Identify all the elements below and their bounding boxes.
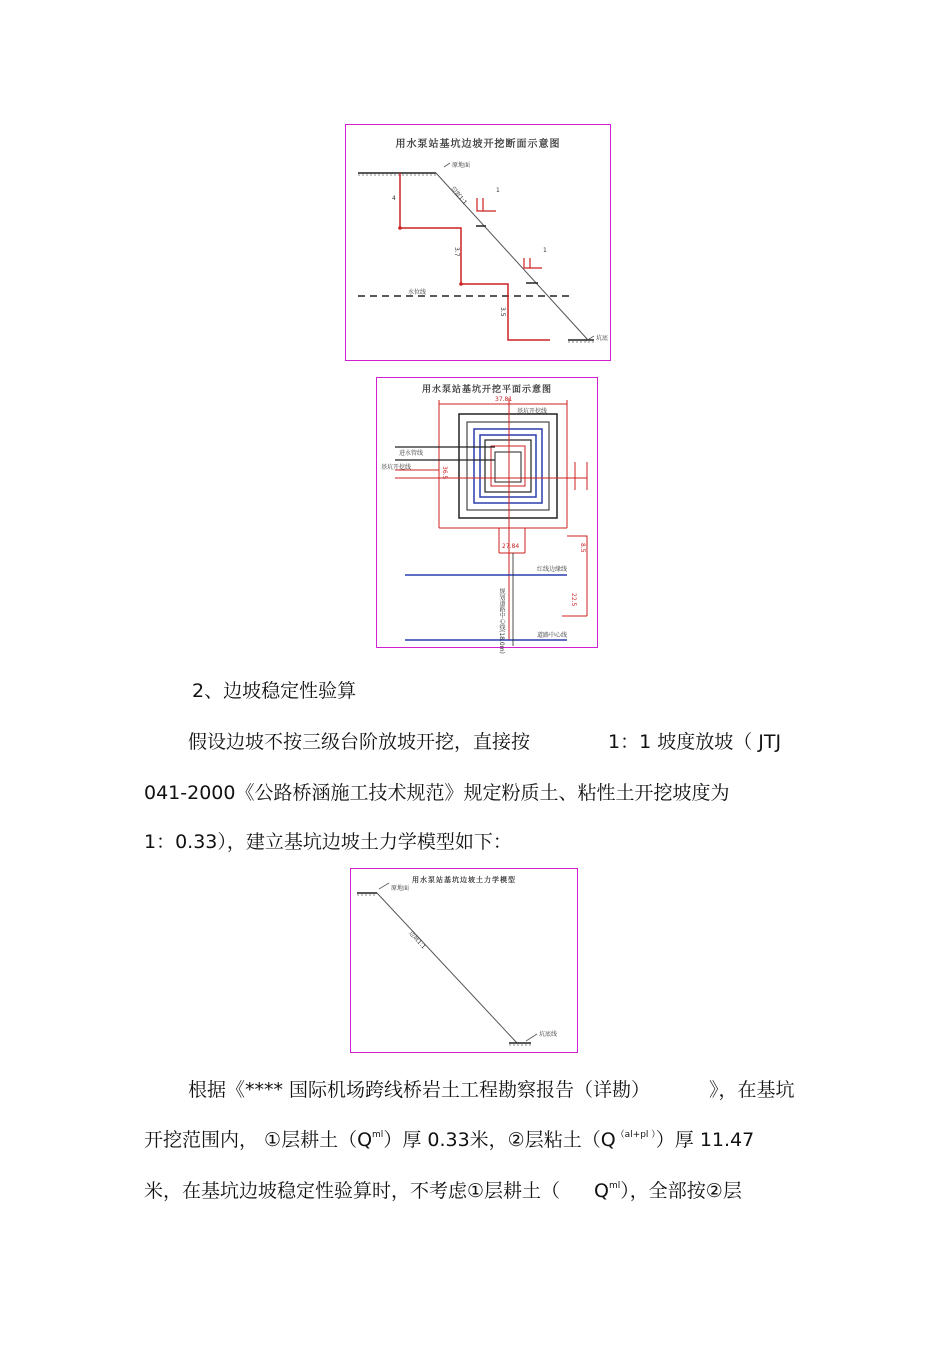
figure2-label-inner: 基坑开挖线 xyxy=(517,408,548,415)
figure1-label-dim3: 3.5 xyxy=(499,307,506,317)
paragraph2-line2c: ）厚 11.47 xyxy=(655,1129,755,1151)
figure2-label-road2: 道路中心线 xyxy=(537,632,568,639)
figure2-label-left1: 进水管线 xyxy=(399,450,424,457)
paragraph2-line3-sup: ml xyxy=(609,1181,621,1191)
paragraph2-line2a: 开挖范围内， ①层耕土（Q xyxy=(144,1129,373,1151)
figure1-label-bench1: 1 xyxy=(496,187,500,194)
figure3-title: 用水泵站基坑边坡土力学模型 xyxy=(412,876,516,884)
paragraph2-line3b: Q xyxy=(594,1180,610,1202)
paragraph1-line2: 041-2000《公路桥涵施工技术规范》规定粉质土、粘性土开挖坡度为 xyxy=(144,782,730,804)
figure3-drawing xyxy=(351,869,579,1054)
figure1-drawing xyxy=(346,125,612,362)
paragraph1-line1b: 1：1 坡度放坡（ JTJ xyxy=(608,731,782,753)
paragraph2-line1b: 》，在基坑 xyxy=(709,1079,795,1101)
figure1-label-water: 水位线 xyxy=(408,289,427,296)
figure3-label-slope: 边坡1:1 xyxy=(407,929,428,951)
paragraph2-line2-sup2: （al+pl ） xyxy=(615,1130,656,1140)
figure2-label-right2: 22.5 xyxy=(570,593,577,607)
figure1-label-dim1: 4 xyxy=(392,195,396,202)
figure1-label-dim2: 3.7 xyxy=(453,247,460,257)
figure2-label-topdim: 37.81 xyxy=(495,396,513,403)
paragraph2-line1a: 根据《**** 国际机场跨线桥岩土工程勘察报告（详勘） xyxy=(188,1079,651,1101)
figure2-label-axis: 规划道路中心线(18.0m) xyxy=(498,588,505,654)
figure-plan-view xyxy=(376,377,598,654)
paragraph1-line3: 1：0.33），建立基坑边坡土力学模型如下： xyxy=(144,831,512,853)
paragraph1-line1a: 假设边坡不按三级台阶放坡开挖，直接按 xyxy=(188,731,531,753)
figure3-label-top: 原地面 xyxy=(391,885,410,892)
paragraph2-line3 xyxy=(144,1182,742,1201)
paragraph2-line2 xyxy=(144,1131,754,1150)
section-heading: 2、边坡稳定性验算 xyxy=(192,680,357,702)
paragraph2-line2-sup1: ml xyxy=(372,1130,384,1140)
figure2-label-road1: 红线边缘线 xyxy=(537,566,568,573)
figure1-label-bottom: 坑底 xyxy=(596,335,609,342)
figure2-label-left2: 基坑开挖线 xyxy=(381,464,412,471)
figure1-title: 用水泵​站基坑边坡开挖断面示意图 xyxy=(395,139,561,150)
figure2-label-mid: 27.84 xyxy=(502,543,520,550)
figure2-label-side: 36.5 xyxy=(441,466,448,480)
paragraph2-line3a: 米，在基坑边坡稳定性验算时，不考虑①层耕土（ xyxy=(144,1180,561,1202)
figure1-label-top: 原地面 xyxy=(452,162,471,169)
paragraph2-line3c: ），全部按②层 xyxy=(620,1180,742,1202)
figure2-drawing xyxy=(377,378,599,649)
figure-slope-section xyxy=(345,124,611,361)
figure2-label-right: 8.5 xyxy=(579,543,586,553)
figure-soil-model xyxy=(350,868,578,1053)
figure1-label-bench2: 1 xyxy=(543,247,547,254)
figure2-title: 用水泵站基坑开挖平面示意图 xyxy=(421,385,552,395)
paragraph2-line2b: ）厚 0.33米，②层粘土（Q xyxy=(383,1129,616,1151)
figure3-label-bottom: 坑底线 xyxy=(539,1031,558,1038)
figure1-label-slope: 边坡1:1 xyxy=(448,185,469,207)
